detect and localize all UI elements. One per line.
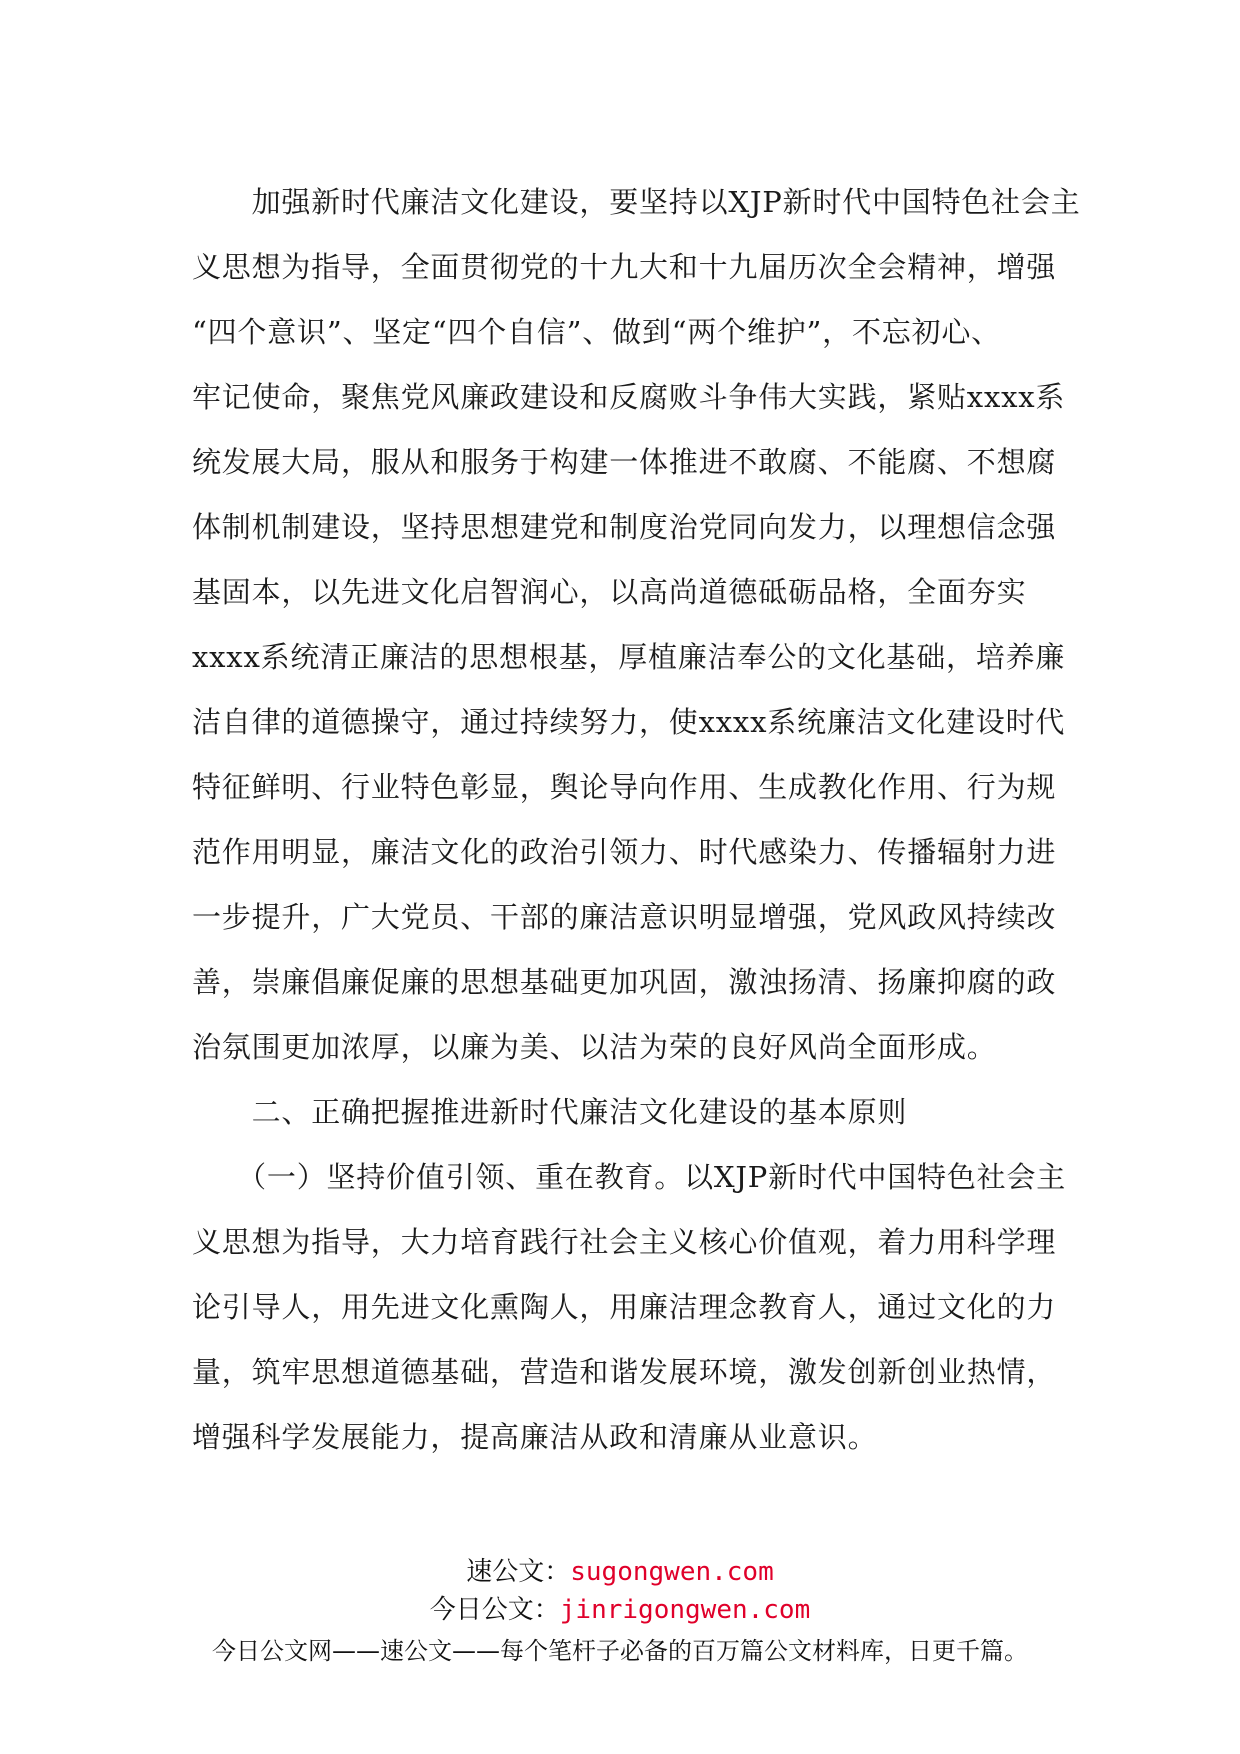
paragraph-line: （一）坚持价值引领、重在教育。以XJP新时代中国特色社会主	[192, 1160, 1067, 1194]
footer-slogan: 今日公文网——速公文——每个笔杆子必备的百万篇公文材料库，日更千篇。	[212, 1637, 1028, 1665]
paragraph-line: 基固本，以先进文化启智润心，以高尚道德砥砺品格，全面夯实	[192, 575, 1027, 609]
paragraph-line: 统发展大局，服从和服务于构建一体推进不敢腐、不能腐、不想腐	[192, 445, 1057, 479]
paragraph-line: 量，筑牢思想道德基础，营造和谐发展环境，激发创新创业热情，	[192, 1355, 1057, 1389]
paragraph-line: 加强新时代廉洁文化建设，要坚持以XJP新时代中国特色社会主	[192, 185, 1081, 219]
paragraph-line: “四个意识”、坚定“四个自信”、做到“两个维护”，不忘初心、	[192, 315, 1001, 349]
section-heading: 二、正确把握推进新时代廉洁文化建设的基本原则	[192, 1095, 908, 1129]
paragraph-line: 论引导人，用先进文化熏陶人，用廉洁理念教育人，通过文化的力	[192, 1290, 1057, 1324]
footer-label: 速公文：	[466, 1557, 571, 1587]
sugongwen-link[interactable]: sugongwen.com	[570, 1557, 774, 1587]
footer	[0, 1553, 1240, 1669]
paragraph-line: 义思想为指导，大力培育践行社会主义核心价值观，着力用科学理	[192, 1225, 1057, 1259]
document-body	[192, 170, 1081, 1470]
paragraph-line: xxxx系统清正廉洁的思想根基，厚植廉洁奉公的文化基础，培养廉	[192, 640, 1066, 674]
paragraph-line: 一步提升，广大党员、干部的廉洁意识明显增强，党风政风持续改	[192, 900, 1057, 934]
paragraph-line: 治氛围更加浓厚，以廉为美、以洁为荣的良好风尚全面形成。	[192, 1030, 997, 1064]
footer-line-sugongwen	[0, 1553, 1240, 1591]
footer-line-jinrigongwen	[0, 1591, 1240, 1629]
footer-label: 今日公文：	[429, 1595, 560, 1625]
paragraph-line: 牢记使命，聚焦党风廉政建设和反腐败斗争伟大实践，紧贴xxxx系	[192, 380, 1066, 414]
paragraph-line: 特征鲜明、行业特色彰显，舆论导向作用、生成教化作用、行为规	[192, 770, 1057, 804]
jinrigongwen-link[interactable]: jinrigongwen.com	[559, 1595, 811, 1625]
paragraph-line: 增强科学发展能力，提高廉洁从政和清廉从业意识。	[192, 1420, 878, 1454]
paragraph-line: 善，崇廉倡廉促廉的思想基础更加巩固，激浊扬清、扬廉抑腐的政	[192, 965, 1057, 999]
paragraph-line: 洁自律的道德操守，通过持续努力，使xxxx系统廉洁文化建设时代	[192, 705, 1066, 739]
paragraph-line: 范作用明显，廉洁文化的政治引领力、时代感染力、传播辐射力进	[192, 835, 1057, 869]
paragraph-line: 义思想为指导，全面贯彻党的十九大和十九届历次全会精神，增强	[192, 250, 1057, 284]
paragraph-line: 体制机制建设，坚持思想建党和制度治党同向发力，以理想信念强	[192, 510, 1057, 544]
